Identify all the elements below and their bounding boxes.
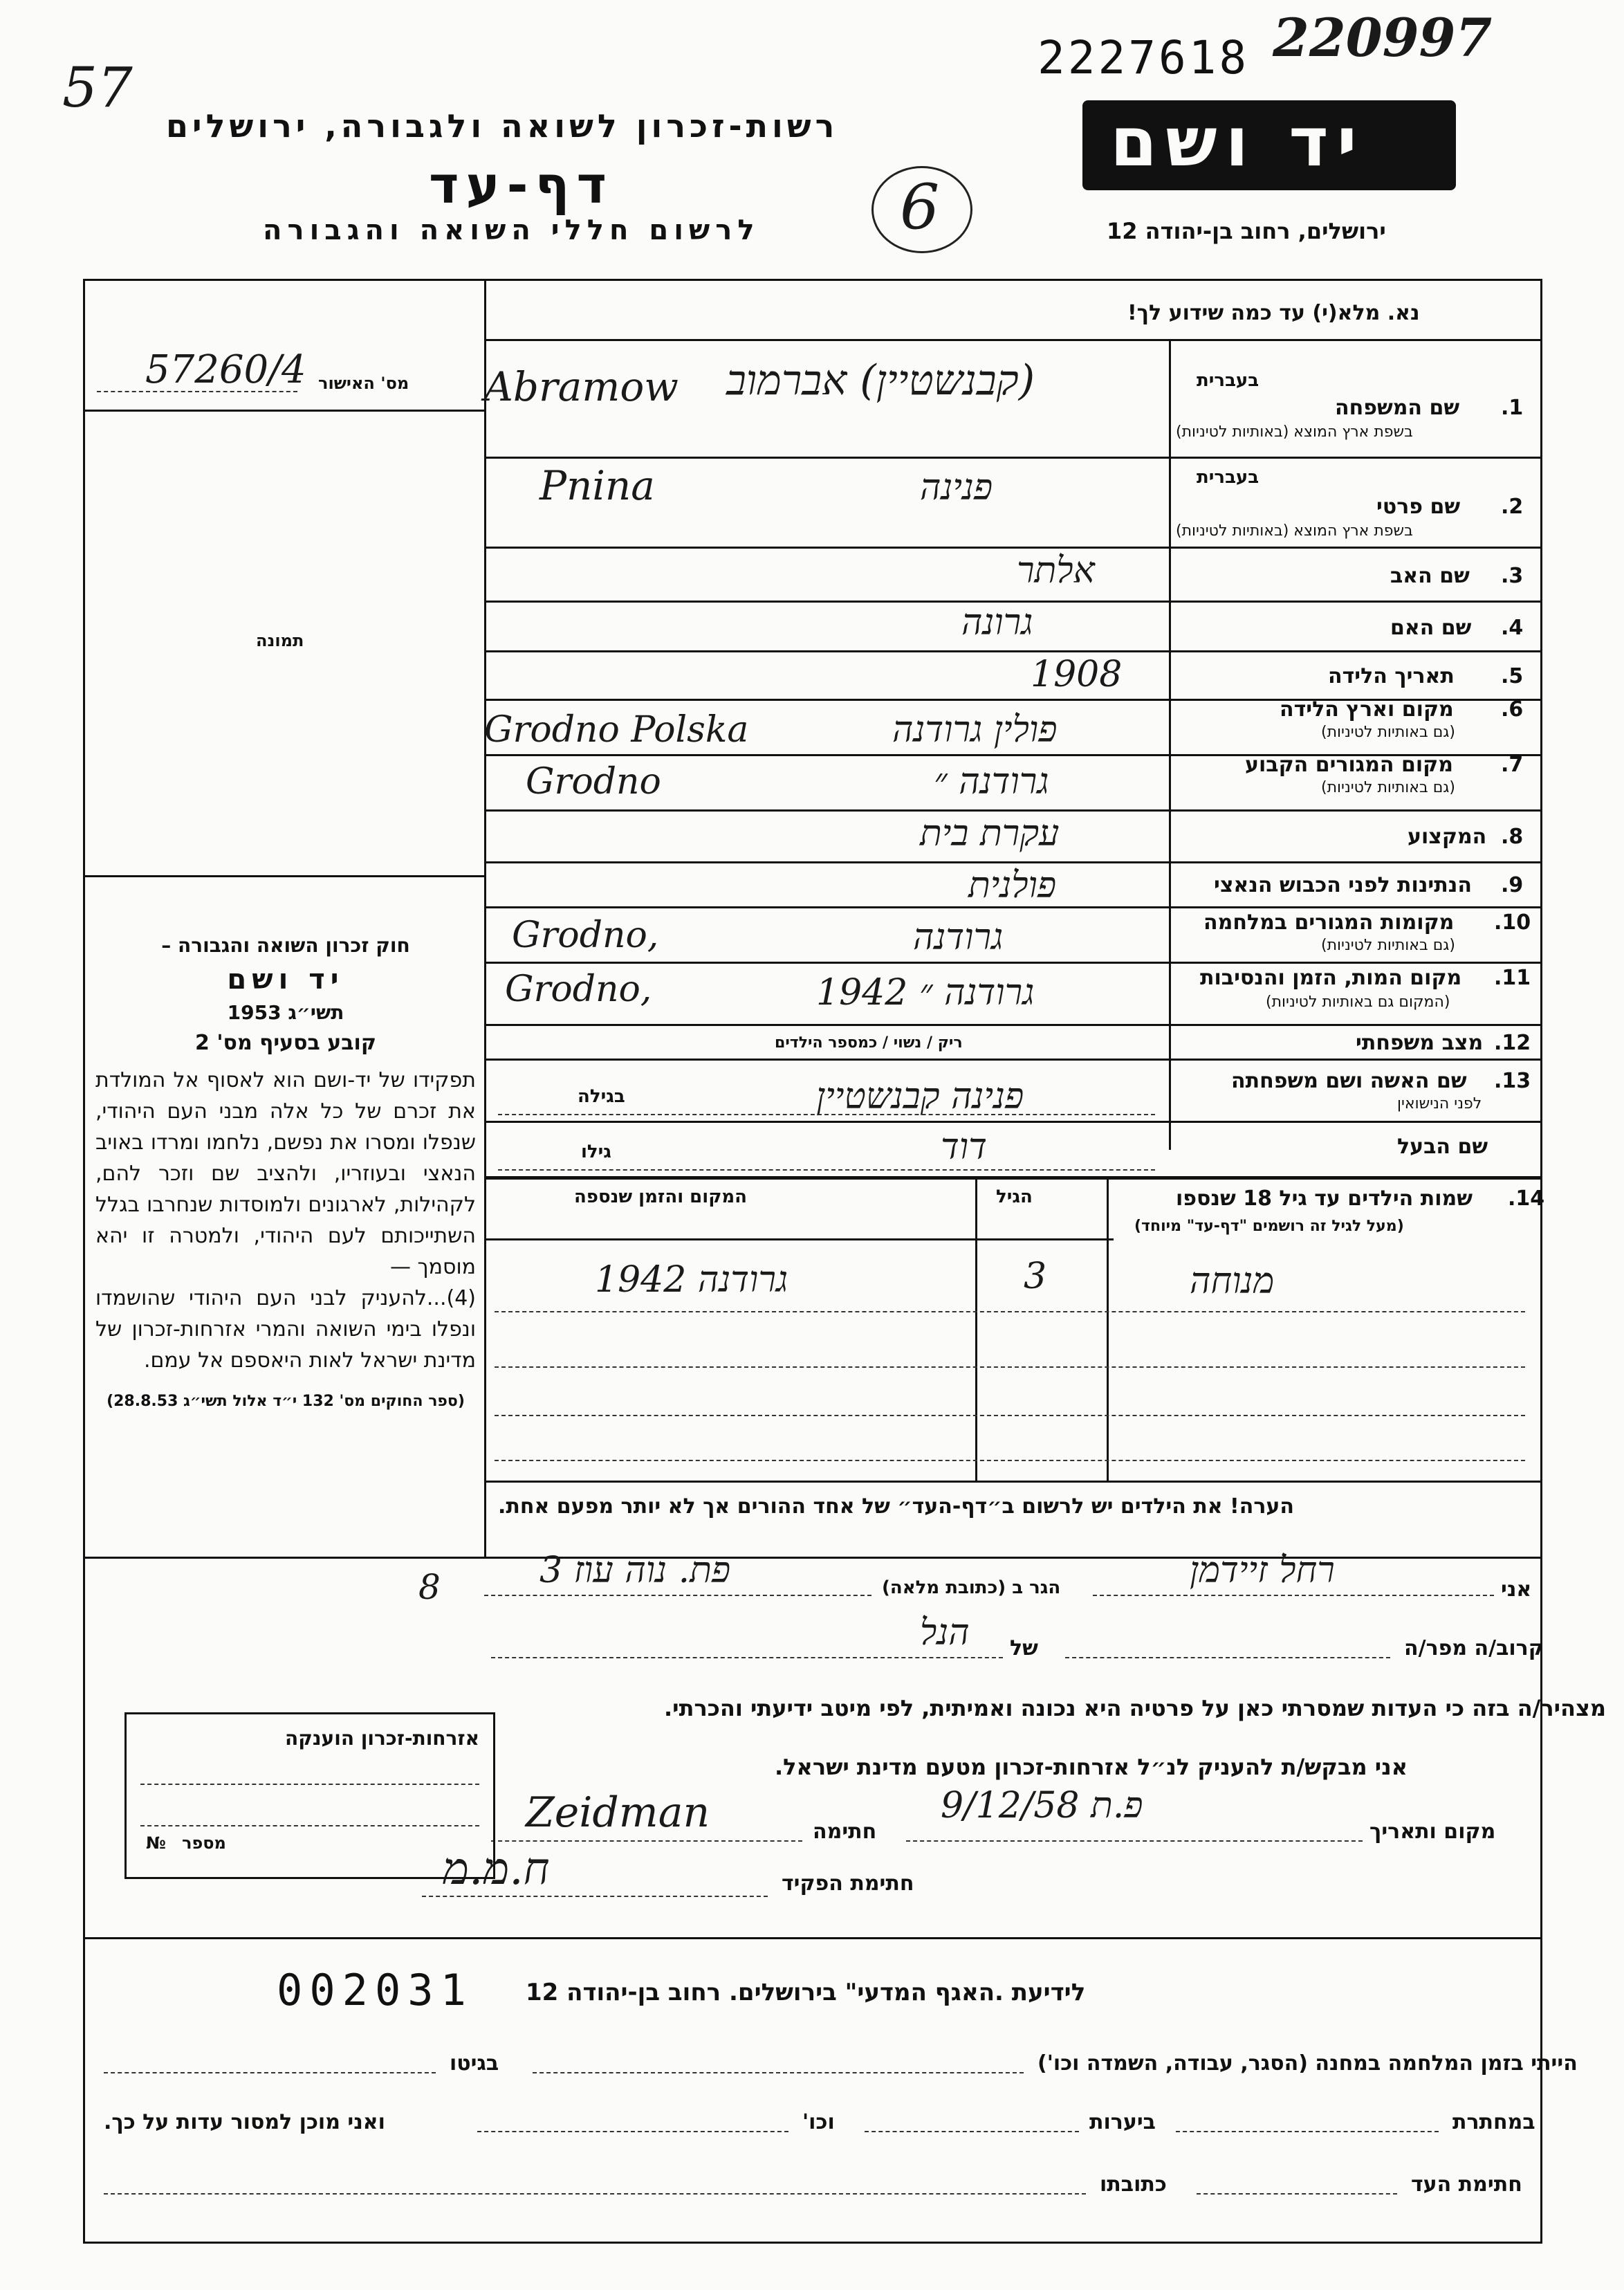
left-column-divider <box>484 279 486 1559</box>
bottom-line-2-start: במחתרת <box>1452 2110 1535 2134</box>
children-top <box>484 1178 1540 1180</box>
field-1-number: 1. <box>1501 396 1524 420</box>
authority-name: רשות-זכרון לשואה ולגבורה, ירושלים <box>166 107 839 145</box>
place-date-label: מקום ותאריך <box>1369 1820 1496 1844</box>
children-number: 14. <box>1508 1187 1545 1211</box>
field-3-number: 3. <box>1501 564 1524 588</box>
field-2-number: 2. <box>1501 495 1524 519</box>
declarant-house-number: 8 <box>418 1567 441 1607</box>
frame-top <box>83 279 1542 281</box>
child-name: מנוחה <box>1190 1261 1275 1302</box>
field-11-hebrew-value: גרודנה ״ 1942 <box>816 972 1035 1014</box>
law-name: יד ושם <box>227 964 344 996</box>
clerk-signature-label: חתימת הפקיד <box>782 1871 914 1896</box>
clerk-signature: ח.מ.מ <box>443 1844 550 1895</box>
field-6-label: מקום וארץ הלידה <box>1280 697 1454 722</box>
bottom-line-1: הייתי בזמן המלחמה במחנה (הסגר, עבודה, השמדה וכו') <box>1037 2051 1578 2076</box>
children-note: הערה! את הילדים יש לרשום ב״דף-העד״ של אחד ההורים אך לא יותר מפעם אחת. <box>498 1494 1294 1519</box>
field-10-label: מקומות המגורים במלחמה <box>1203 910 1455 935</box>
relation-of-line <box>491 1657 1003 1658</box>
yad-vashem-logo <box>1082 100 1456 190</box>
signature-line <box>491 1840 802 1842</box>
field-1-label: שם המשפחה <box>1335 396 1460 420</box>
field-7-number: 7. <box>1501 753 1524 777</box>
field-2-hebrew-value: פנינה <box>920 467 993 509</box>
field-5-value: 1908 <box>1031 654 1123 695</box>
bottom-header: לידיעת .האגף המדעי" בירושלים. רחוב בן-יהודה 12 <box>526 1979 1086 2006</box>
bottom-line-3-mid: כתובתו <box>1100 2172 1167 2197</box>
field-13-number: 13. <box>1494 1069 1531 1093</box>
declarant-ani: אני <box>1501 1577 1532 1602</box>
field-7-hebrew-value: גרודנה ״ <box>934 761 1049 803</box>
wife-age-label: בגילה <box>578 1086 625 1107</box>
field-8-number: 8. <box>1501 825 1524 849</box>
field-3-value: אלתר <box>1017 550 1095 592</box>
field-10-number: 10. <box>1494 910 1531 935</box>
field-13-label: שם האשה ושם משפחתה <box>1231 1069 1467 1093</box>
bottom-section-top <box>83 1937 1542 1939</box>
children-row-line-4 <box>495 1460 1525 1461</box>
serial-printed: 2227618 <box>1037 31 1250 84</box>
photo-divider <box>83 875 484 877</box>
husband-name-line <box>498 1169 1155 1171</box>
law-year: תשי״ג 1953 <box>227 1001 344 1024</box>
husband-label: שם הבעל <box>1397 1135 1488 1159</box>
institution-address: ירושלים, רחוב בן-יהודה 12 <box>1107 218 1386 244</box>
field-10-latin-value: Grodno, <box>512 915 659 956</box>
citizenship-box <box>124 1712 495 1879</box>
instruction-top: נא. מלא(י) עד כמה שידוע לך! <box>1127 301 1420 325</box>
declarant-name: רחל זיידמן <box>1190 1550 1335 1591</box>
children-label: שמות הילדים עד גיל 18 שנספו <box>1176 1187 1473 1211</box>
photo-label: תמונה <box>256 631 304 650</box>
place-date-value: פ.ת 9/12/58 <box>941 1785 1143 1826</box>
declarant-name-line <box>1093 1595 1494 1596</box>
field-2-latin-value: Pnina <box>539 462 655 509</box>
field-5-number: 5. <box>1501 664 1524 688</box>
citizenship-box-title: אזרחות-זכרון הוענקה <box>285 1727 479 1750</box>
file-number-value: 57260/4 <box>145 347 306 392</box>
children-header-line <box>484 1238 1114 1240</box>
declaration-truth: מצהיר/ה בזה כי העדות שמסרתי כאן על פרטיה היא נכונה ואמיתית, לפי מיטב ידיעתי והכרתי. <box>664 1695 1607 1721</box>
field-9-label: הנתינות לפני הכבוש הנאצי <box>1214 873 1472 897</box>
bottom-line-2-mid2: וכו' <box>802 2110 835 2134</box>
marital-status-options: ריק / נשוי / כמספר הילדים <box>775 1034 963 1052</box>
child-age: 3 <box>1024 1256 1047 1297</box>
field-10-sub: (גם באותיות לטיניות) <box>1321 937 1455 954</box>
relation-value: הנל <box>920 1612 970 1654</box>
citizenship-box-number-label: מספר <box>182 1833 226 1853</box>
field-12-label: מצב משפחתי <box>1356 1031 1484 1055</box>
law-title: חוק זכרון השואה והגבורה – <box>161 934 410 957</box>
bottom-line-1-fill-1 <box>533 2072 1024 2073</box>
clerk-signature-line <box>422 1896 768 1897</box>
signature-label: חתימה <box>813 1820 877 1844</box>
law-box <box>95 934 476 1410</box>
field-4-value: גרונה <box>961 602 1033 643</box>
form-title: דף-עד <box>429 156 613 215</box>
bottom-line-3-start: חתימת העד <box>1411 2172 1522 2197</box>
children-row-line-1 <box>495 1311 1525 1312</box>
field-7-sub: (גם באותיות לטיניות) <box>1321 779 1455 796</box>
relation-of-label: של <box>1010 1636 1038 1660</box>
bottom-serial: 002031 <box>277 1965 473 2015</box>
children-col-divider-2 <box>975 1178 977 1482</box>
field-13-value: פנינה קבנשטיין <box>816 1076 1024 1117</box>
field-2-label: שם פרטי <box>1376 495 1461 519</box>
field-2-sub: בשפת ארץ המוצא (באותיות לטיניות) <box>1176 522 1413 540</box>
declarant-signature: Zeidman <box>526 1788 710 1837</box>
husband-name-value: דוד <box>941 1126 987 1168</box>
law-body: תפקידו של יד-ושם הוא לאסוף אל המולדת את זכרם של כל אלה מבני העם היהודי, שנפלו ומסרו את נפשם, נלחמו ומרדו באויב הנאצי ובעוזריו, ולהציב שם וזכר להם, לקהילות, לארגונים ולמוסדות שנחרבו בגלל השתייכותם לעם היהודי, ולמטרה זו יהא מוסמך — <box>95 1068 476 1279</box>
row-sep-10 <box>484 962 1540 964</box>
logo-text: יד ושם <box>1110 103 1365 182</box>
declarant-address: פת. נוה עוז 3 <box>539 1550 731 1591</box>
row-sep-8 <box>484 861 1540 863</box>
field-9-number: 9. <box>1501 873 1524 897</box>
field-1-lang: בעברית <box>1197 370 1259 391</box>
children-bottom <box>484 1481 1540 1483</box>
row-sep-7 <box>484 809 1540 812</box>
frame-left <box>83 279 85 2244</box>
field-6-sub: (גם באותיות לטיניות) <box>1321 724 1455 741</box>
declarant-address-label: הגר ב (כתובת מלאה) <box>882 1577 1061 1598</box>
field-1-hebrew-value: (קבנשטיין) אברמוב <box>726 356 1035 405</box>
row-sep-4 <box>484 650 1540 652</box>
row-sep-12 <box>484 1059 1540 1061</box>
field-11-label: מקום המות, הזמן והנסיבות <box>1200 966 1462 990</box>
bottom-line-2-fill-2 <box>865 2131 1079 2132</box>
bottom-line-2-fill-1 <box>1176 2131 1439 2132</box>
file-number-label: מס' האישור <box>318 374 409 393</box>
law-clause: קובע בסעיף מס' 2 <box>195 1031 376 1055</box>
field-11-number: 11. <box>1494 966 1531 990</box>
field-7-latin-value: Grodno <box>526 761 661 803</box>
field-5-label: תאריך הלידה <box>1328 664 1455 688</box>
law-item-4: (4)...להעניק לבני העם היהודי שהושמדו ונפלו בימי השואה והמרי אזרחות-זכרון של מדינת ישראל לאות היאספם אל עמם. <box>95 1286 476 1373</box>
relation-line <box>1065 1657 1390 1658</box>
bottom-line-2-fill-3 <box>477 2131 788 2132</box>
field-4-number: 4. <box>1501 616 1524 640</box>
field-1-latin-value: Abramow <box>484 363 679 410</box>
circled-note <box>871 166 972 253</box>
serial-handwritten: 220997 <box>1273 7 1493 68</box>
instruction-divider <box>484 339 1540 341</box>
field-10-hebrew-value: גרודנה <box>913 917 1004 958</box>
row-sep-1 <box>484 457 1540 459</box>
relation-label: קרוב/ה מפר/ה <box>1404 1636 1544 1660</box>
bottom-line-2-end: ואני מוכן למסור עדות על כך. <box>104 2110 385 2134</box>
children-col-age: הגיל <box>996 1187 1033 1207</box>
place-date-line <box>906 1840 1363 1842</box>
field-11-latin-value: Grodno, <box>505 969 652 1010</box>
page-number-handwritten: 57 <box>62 55 133 120</box>
bottom-line-3-fill-1 <box>1197 2193 1397 2195</box>
frame-bottom <box>83 2242 1542 2244</box>
field-2-lang: בעברית <box>1197 467 1259 488</box>
field-1-sub: בשפת ארץ המוצא (באותיות לטיניות) <box>1176 423 1413 441</box>
children-row-line-2 <box>495 1366 1525 1368</box>
field-7-label: מקום המגורים הקבוע <box>1245 753 1453 777</box>
field-11-sub: (המקום גם באותיות לטיניות) <box>1266 993 1450 1011</box>
field-6-hebrew-value: פולין גרודנה <box>892 709 1058 751</box>
row-sep-13 <box>484 1121 1540 1123</box>
citizenship-box-line-1 <box>140 1784 479 1785</box>
bottom-line-2-mid1: ביערות <box>1089 2110 1156 2134</box>
children-col-place: המקום והזמן שנספה <box>574 1187 748 1207</box>
field-6-number: 6. <box>1501 697 1524 722</box>
bottom-line-3-fill-2 <box>104 2193 1086 2195</box>
declaration-request: אני מבקש/ת להעניק לנ״ל אזרחות-זכרון מטעם מדינת ישראל. <box>775 1754 1408 1780</box>
file-number-divider <box>83 410 484 412</box>
bottom-line-1-end: בגיטו <box>450 2051 499 2076</box>
row-sep-9 <box>484 906 1540 908</box>
field-8-label: המקצוע <box>1408 825 1487 849</box>
citizenship-box-no: № <box>146 1833 166 1853</box>
field-13-sub: לפני הנישואין <box>1397 1095 1482 1112</box>
children-col-divider-1 <box>1107 1178 1109 1482</box>
citizenship-box-line-2 <box>140 1825 479 1826</box>
field-3-label: שם האב <box>1390 564 1470 588</box>
form-subtitle: לרשום חללי השואה והגבורה <box>263 214 760 246</box>
children-row-line-3 <box>495 1415 1525 1416</box>
bottom-line-1-fill-2 <box>104 2072 436 2073</box>
field-8-value: עקרת בית <box>920 813 1060 854</box>
law-source: (ספר החוקים מס' 132 י״ד אלול תשי״ג 28.8.53) <box>107 1393 465 1410</box>
field-6-latin-value: Grodno Polska <box>484 709 749 751</box>
circled-note-text: 6 <box>900 171 940 244</box>
children-sub: (מעל לגיל זה רושמים "דף-עד" מיוחד) <box>1134 1218 1404 1235</box>
child-place: גרודנה 1942 <box>595 1259 788 1301</box>
field-9-value: פולנית <box>968 865 1057 906</box>
husband-age-label: גילו <box>581 1142 611 1162</box>
row-sep-2 <box>484 547 1540 549</box>
frame-right <box>1540 279 1542 2244</box>
declarant-address-line <box>484 1595 871 1596</box>
row-sep-11 <box>484 1024 1540 1026</box>
label-column-divider <box>1169 339 1171 1150</box>
field-4-label: שם האם <box>1390 616 1472 640</box>
field-12-number: 12. <box>1494 1031 1531 1055</box>
